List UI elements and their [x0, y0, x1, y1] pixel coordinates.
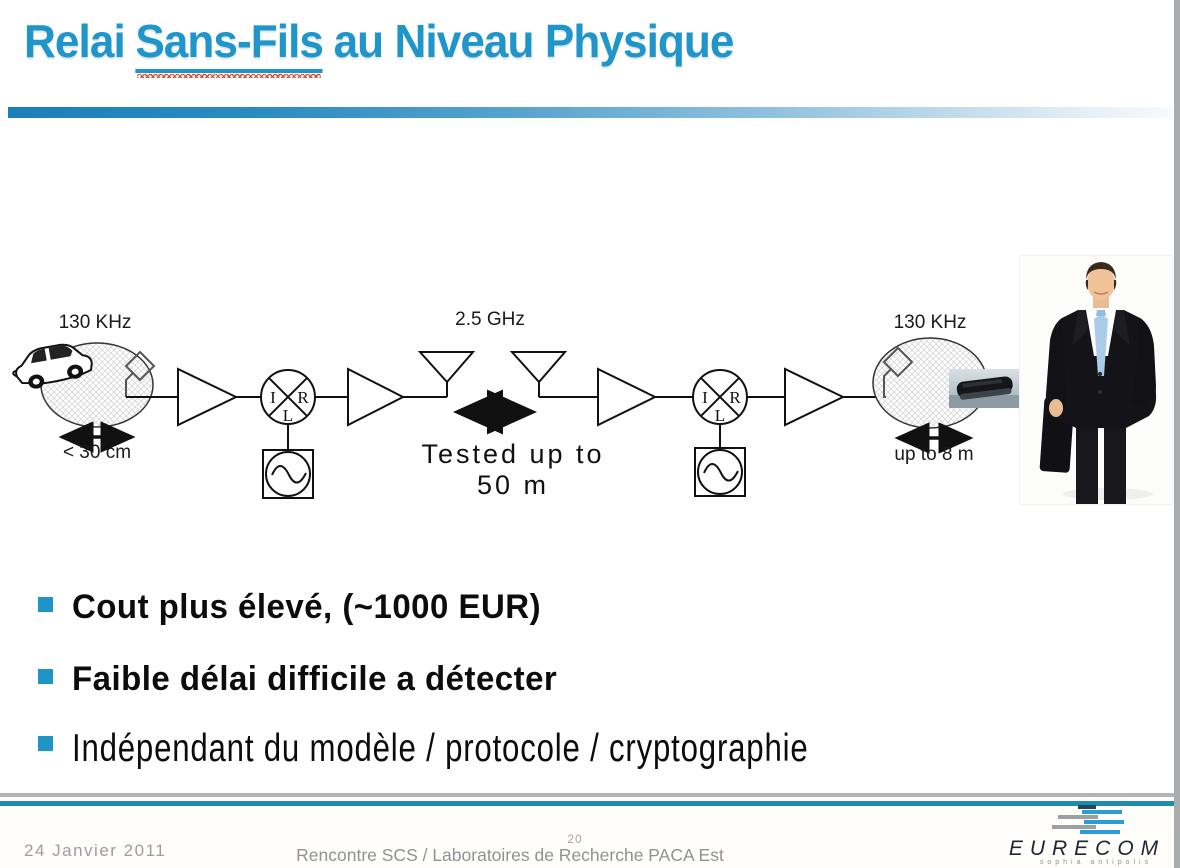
eurecom-logo-bars-icon [1052, 805, 1124, 837]
amplifier-icon [348, 369, 403, 425]
bullet-square-icon [38, 597, 53, 612]
svg-text:L: L [714, 406, 726, 425]
right-frequency-label: 130 KHz [893, 312, 967, 333]
svg-text:R: R [729, 388, 741, 407]
keyfob-photo [949, 369, 1022, 408]
title-misspelled-word: Sans-Fils [135, 14, 323, 73]
amplifier-icon [785, 369, 843, 425]
svg-text:R: R [297, 388, 309, 407]
bullet-text: Faible délai difficile a détecter [72, 660, 558, 698]
eurecom-logo-subtitle: sophia antipolis [1039, 859, 1153, 866]
tested-range-line2: 50 m [476, 470, 550, 500]
relay-diagram [0, 290, 1010, 520]
bullet-square-icon [38, 669, 53, 684]
slide-right-edge [1174, 0, 1180, 868]
mid-frequency-label: 2.5 GHz [455, 309, 525, 330]
left-frequency-label: 130 KHz [58, 312, 132, 333]
footer-date: 24 Janvier 2011 [24, 841, 167, 860]
footer-event-title: Rencontre SCS / Laboratoires de Recherche PACA Est [296, 845, 724, 865]
bullet-square-icon [38, 736, 53, 751]
bullet-item [38, 660, 572, 699]
title-suffix: au Niveau Physique [333, 15, 734, 67]
bullet-item [38, 588, 556, 627]
oscillator-icon [695, 448, 745, 496]
eurecom-logo [1002, 804, 1172, 866]
mixer-icon [693, 370, 747, 425]
eurecom-logo-wordmark: EURECOM [1008, 837, 1166, 860]
bullet-item [38, 727, 993, 771]
oscillator-icon [263, 450, 313, 498]
right-range-label: up to 8 m [894, 444, 974, 465]
svg-text:I: I [270, 388, 276, 407]
left-range-label: < 30 cm [62, 442, 132, 463]
antenna-icon [420, 352, 473, 397]
man-photo [1019, 255, 1173, 505]
title-prefix: Relai [24, 15, 125, 67]
amplifier-icon [178, 369, 236, 425]
title-divider-bar [8, 107, 1173, 118]
amplifier-icon [598, 369, 655, 425]
svg-text:L: L [282, 406, 294, 425]
antenna-icon [512, 352, 565, 397]
slide-title [24, 14, 734, 73]
tested-range-line1: Tested up to [421, 439, 605, 469]
bullet-text: Indépendant du modèle / protocole / cryptographie [72, 727, 809, 770]
svg-text:I: I [702, 388, 708, 407]
bullet-text: Cout plus élevé, (~1000 EUR) [72, 588, 542, 626]
footer-gray-rule [0, 793, 1180, 797]
mixer-icon [261, 370, 315, 425]
page-number: 20 [567, 832, 583, 846]
